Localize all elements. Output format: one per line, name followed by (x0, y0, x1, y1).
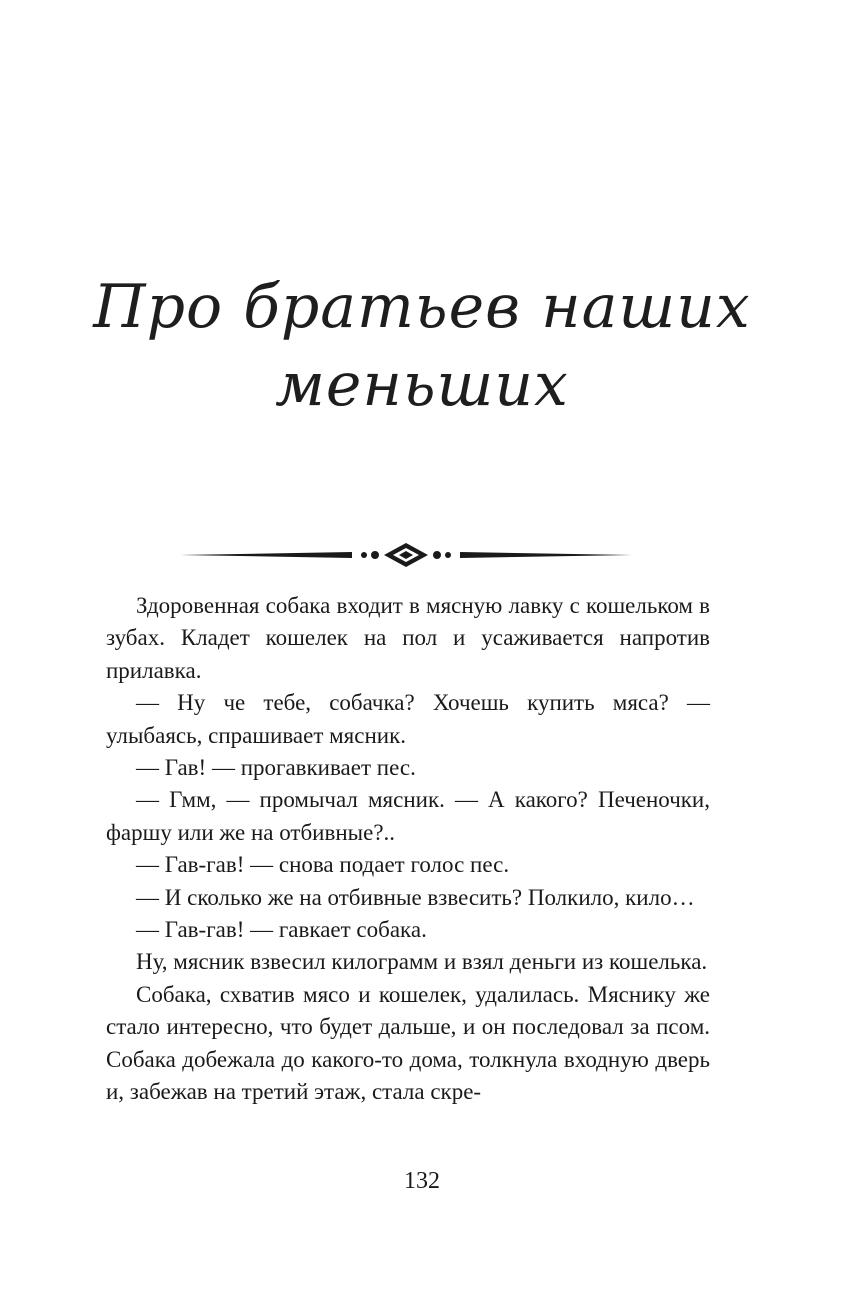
paragraph: — И сколько же на отбивные взвесить? Полкило, кило… (136, 884, 695, 910)
paragraph: Здоровенная собака входит в мясную лавку с кошельком в зубах. Кладет кошелек на пол и усаживается напротив прилавка. (106, 593, 710, 683)
chapter-title (0, 268, 844, 424)
chapter-title-line-1: Про братьев наших (93, 272, 751, 342)
page-number: 132 (404, 1168, 440, 1194)
divider-diamond-ornament-icon (180, 540, 632, 570)
paragraph: — Гмм, — промычал мясник. — А какого? Печеночки, фаршу или же на отбивные?.. (106, 787, 710, 845)
chapter-title-line-2: меньших (275, 350, 569, 420)
paragraph: — Гав-гав! — гавкает собака. (136, 917, 427, 943)
paragraph: Собака, схватив мясо и кошелек, удалилась. Мяснику же стало интересно, что будет дальше, и он последовал за псом. Собака добежала до какого-то дома, толкнула входную дверь и, забежав на третий этаж, стала скре- (106, 981, 710, 1105)
paragraph: — Гав! — прогавкивает пес. (136, 755, 416, 781)
paragraph: — Гав-гав! — снова подает голос пес. (136, 852, 510, 878)
paragraph: Ну, мясник взвесил килограмм и взял деньги из кошелька. (136, 949, 708, 975)
paragraph: — Ну че тебе, собачка? Хочешь купить мяса? — улыбаясь, спрашивает мясник. (106, 690, 710, 748)
body-text (106, 590, 710, 1109)
